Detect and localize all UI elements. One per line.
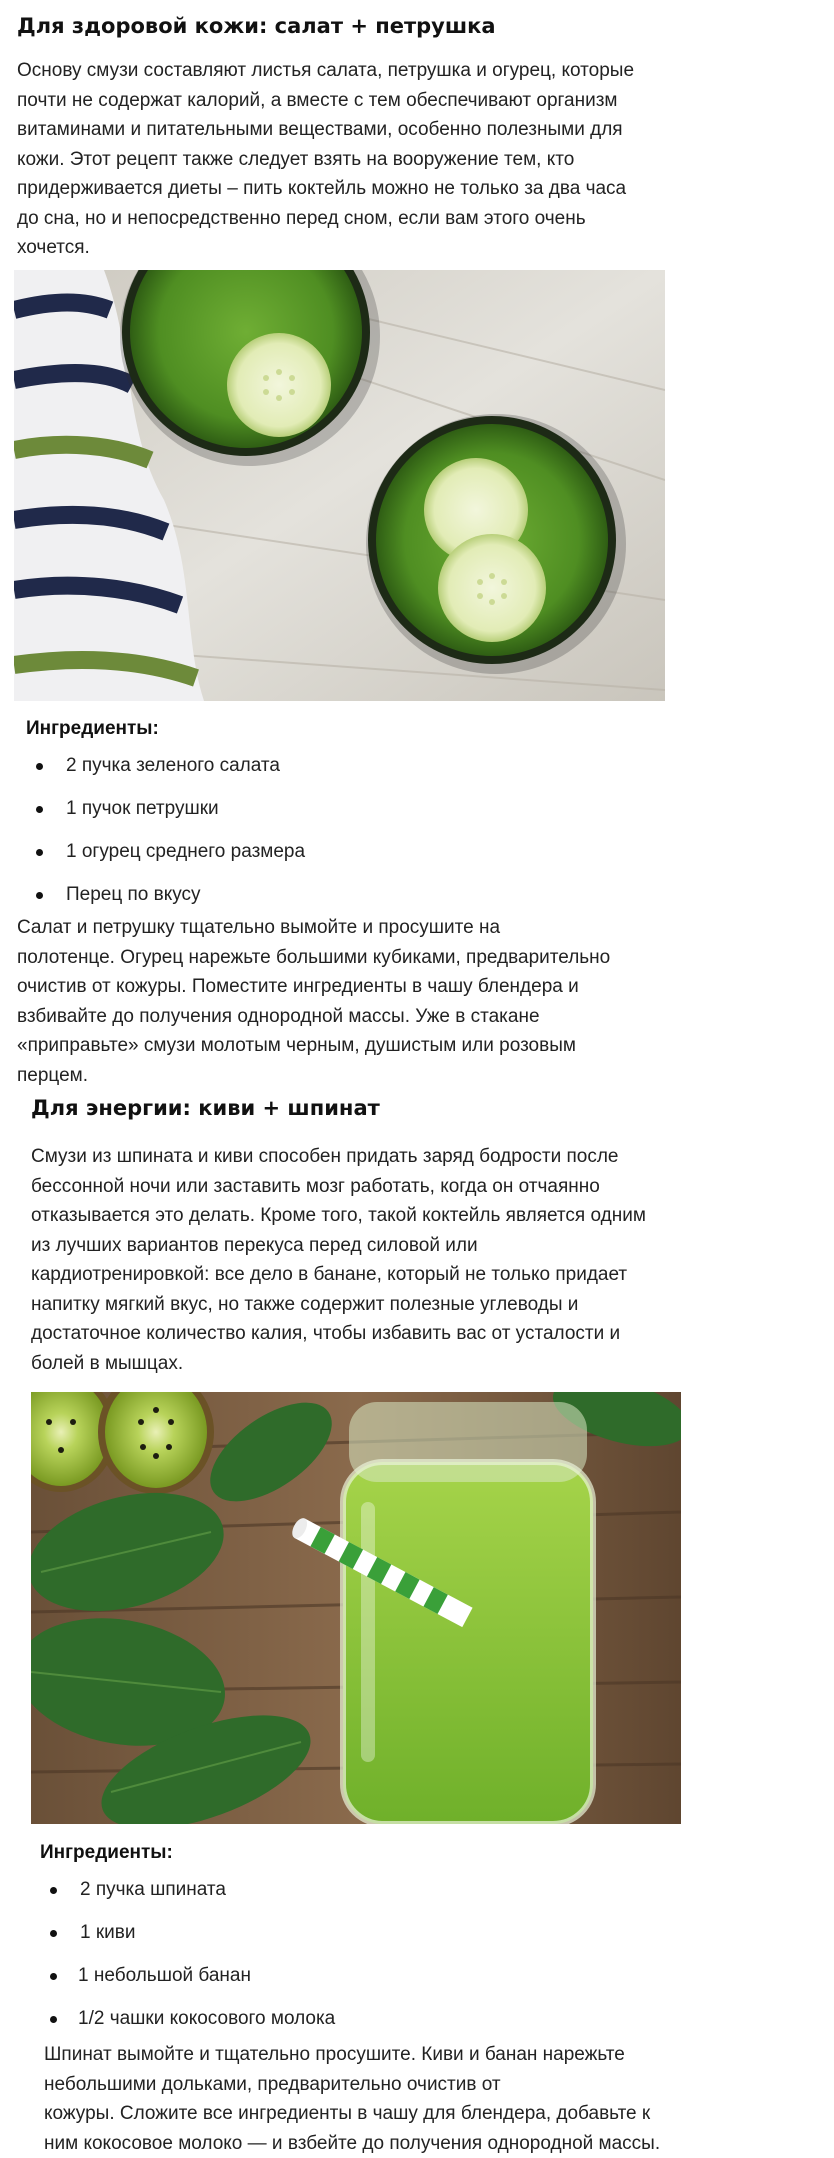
list-item-text: 1/2 чашки кокосового молока bbox=[78, 2008, 336, 2029]
list-item-text: 1 небольшой банан bbox=[78, 1965, 251, 1986]
cucumber-smoothie-photo bbox=[14, 270, 665, 701]
list-item bbox=[36, 839, 636, 882]
bullet-icon bbox=[36, 763, 43, 770]
bullet-icon bbox=[36, 892, 43, 899]
section2-ingredients-list bbox=[50, 1877, 650, 2049]
list-item-text: 1 пучок петрушки bbox=[66, 798, 219, 819]
kiwi-spinach-smoothie-photo bbox=[31, 1392, 681, 1824]
section1-intro: Основу смузи составляют листья салата, петрушка и огурец, которые почти не содержат калорий, а вместе с тем обеспечивают организм витаминами и питательными веществами, особенно полезными для кожи. Этот рецепт также следует взять на вооружение тем, кто придерживается диеты – пить коктейль можно не только за два часа до сна, но и непосредственно перед сном, если вам этого очень хочется. bbox=[17, 60, 635, 258]
list-item bbox=[50, 1920, 650, 1963]
list-item bbox=[50, 1963, 650, 2006]
section2-instructions: Шпинат вымойте и тщательно просушите. Киви и банан нарежьте небольшими дольками, предварительно очистив от кожуры. Сложите все ингредиенты в чашу для блендера, добавьте к ним кокосовое молоко — и взбейте до получения однородной массы. bbox=[44, 2044, 661, 2154]
list-item bbox=[36, 796, 636, 839]
section2-heading: Для энергии: киви + шпинат bbox=[31, 1096, 380, 1120]
list-item-text: 2 пучка шпината bbox=[80, 1879, 226, 1900]
list-item-text: 1 огурец среднего размера bbox=[66, 841, 306, 862]
bullet-icon bbox=[36, 806, 43, 813]
bullet-icon bbox=[50, 1887, 57, 1894]
section1-ingredients-title: Ингредиенты: bbox=[26, 718, 159, 739]
bullet-icon bbox=[50, 1973, 57, 1980]
section1-heading: Для здоровой кожи: салат + петрушка bbox=[17, 14, 496, 38]
list-item-text: 1 киви bbox=[80, 1922, 136, 1943]
section2-intro: Смузи из шпината и киви способен придать заряд бодрости после бессонной ночи или заставить мозг работать, когда он отчаянно отказывается это делать. Кроме того, такой коктейль является одним из лучших вариантов перекуса перед силовой или кардиотренировкой: все дело в банане, который не только придает напитку мягкий вкус, но также содержит полезные углеводы и достаточное количество калия, чтобы избавить вас от усталости и болей в мышцах. bbox=[31, 1146, 646, 1374]
list-item bbox=[36, 753, 636, 796]
list-item-text: Перец по вкусу bbox=[66, 884, 201, 905]
section2-ingredients-title: Ингредиенты: bbox=[40, 1842, 173, 1863]
bullet-icon bbox=[50, 1930, 57, 1937]
section1-instructions: Салат и петрушку тщательно вымойте и просушите на полотенце. Огурец нарежьте большими кубиками, предварительно очистив от кожуры. Поместите ингредиенты в чашу блендера и взбивайте до получения однородной массы. Уже в стакане «приправьте» смузи молотым черным, душистым или розовым перцем. bbox=[17, 917, 611, 1086]
list-item-text: 2 пучка зеленого салата bbox=[66, 755, 280, 776]
bullet-icon bbox=[36, 849, 43, 856]
section1-ingredients-list bbox=[36, 753, 636, 925]
list-item bbox=[50, 1877, 650, 1920]
bullet-icon bbox=[50, 2016, 57, 2023]
